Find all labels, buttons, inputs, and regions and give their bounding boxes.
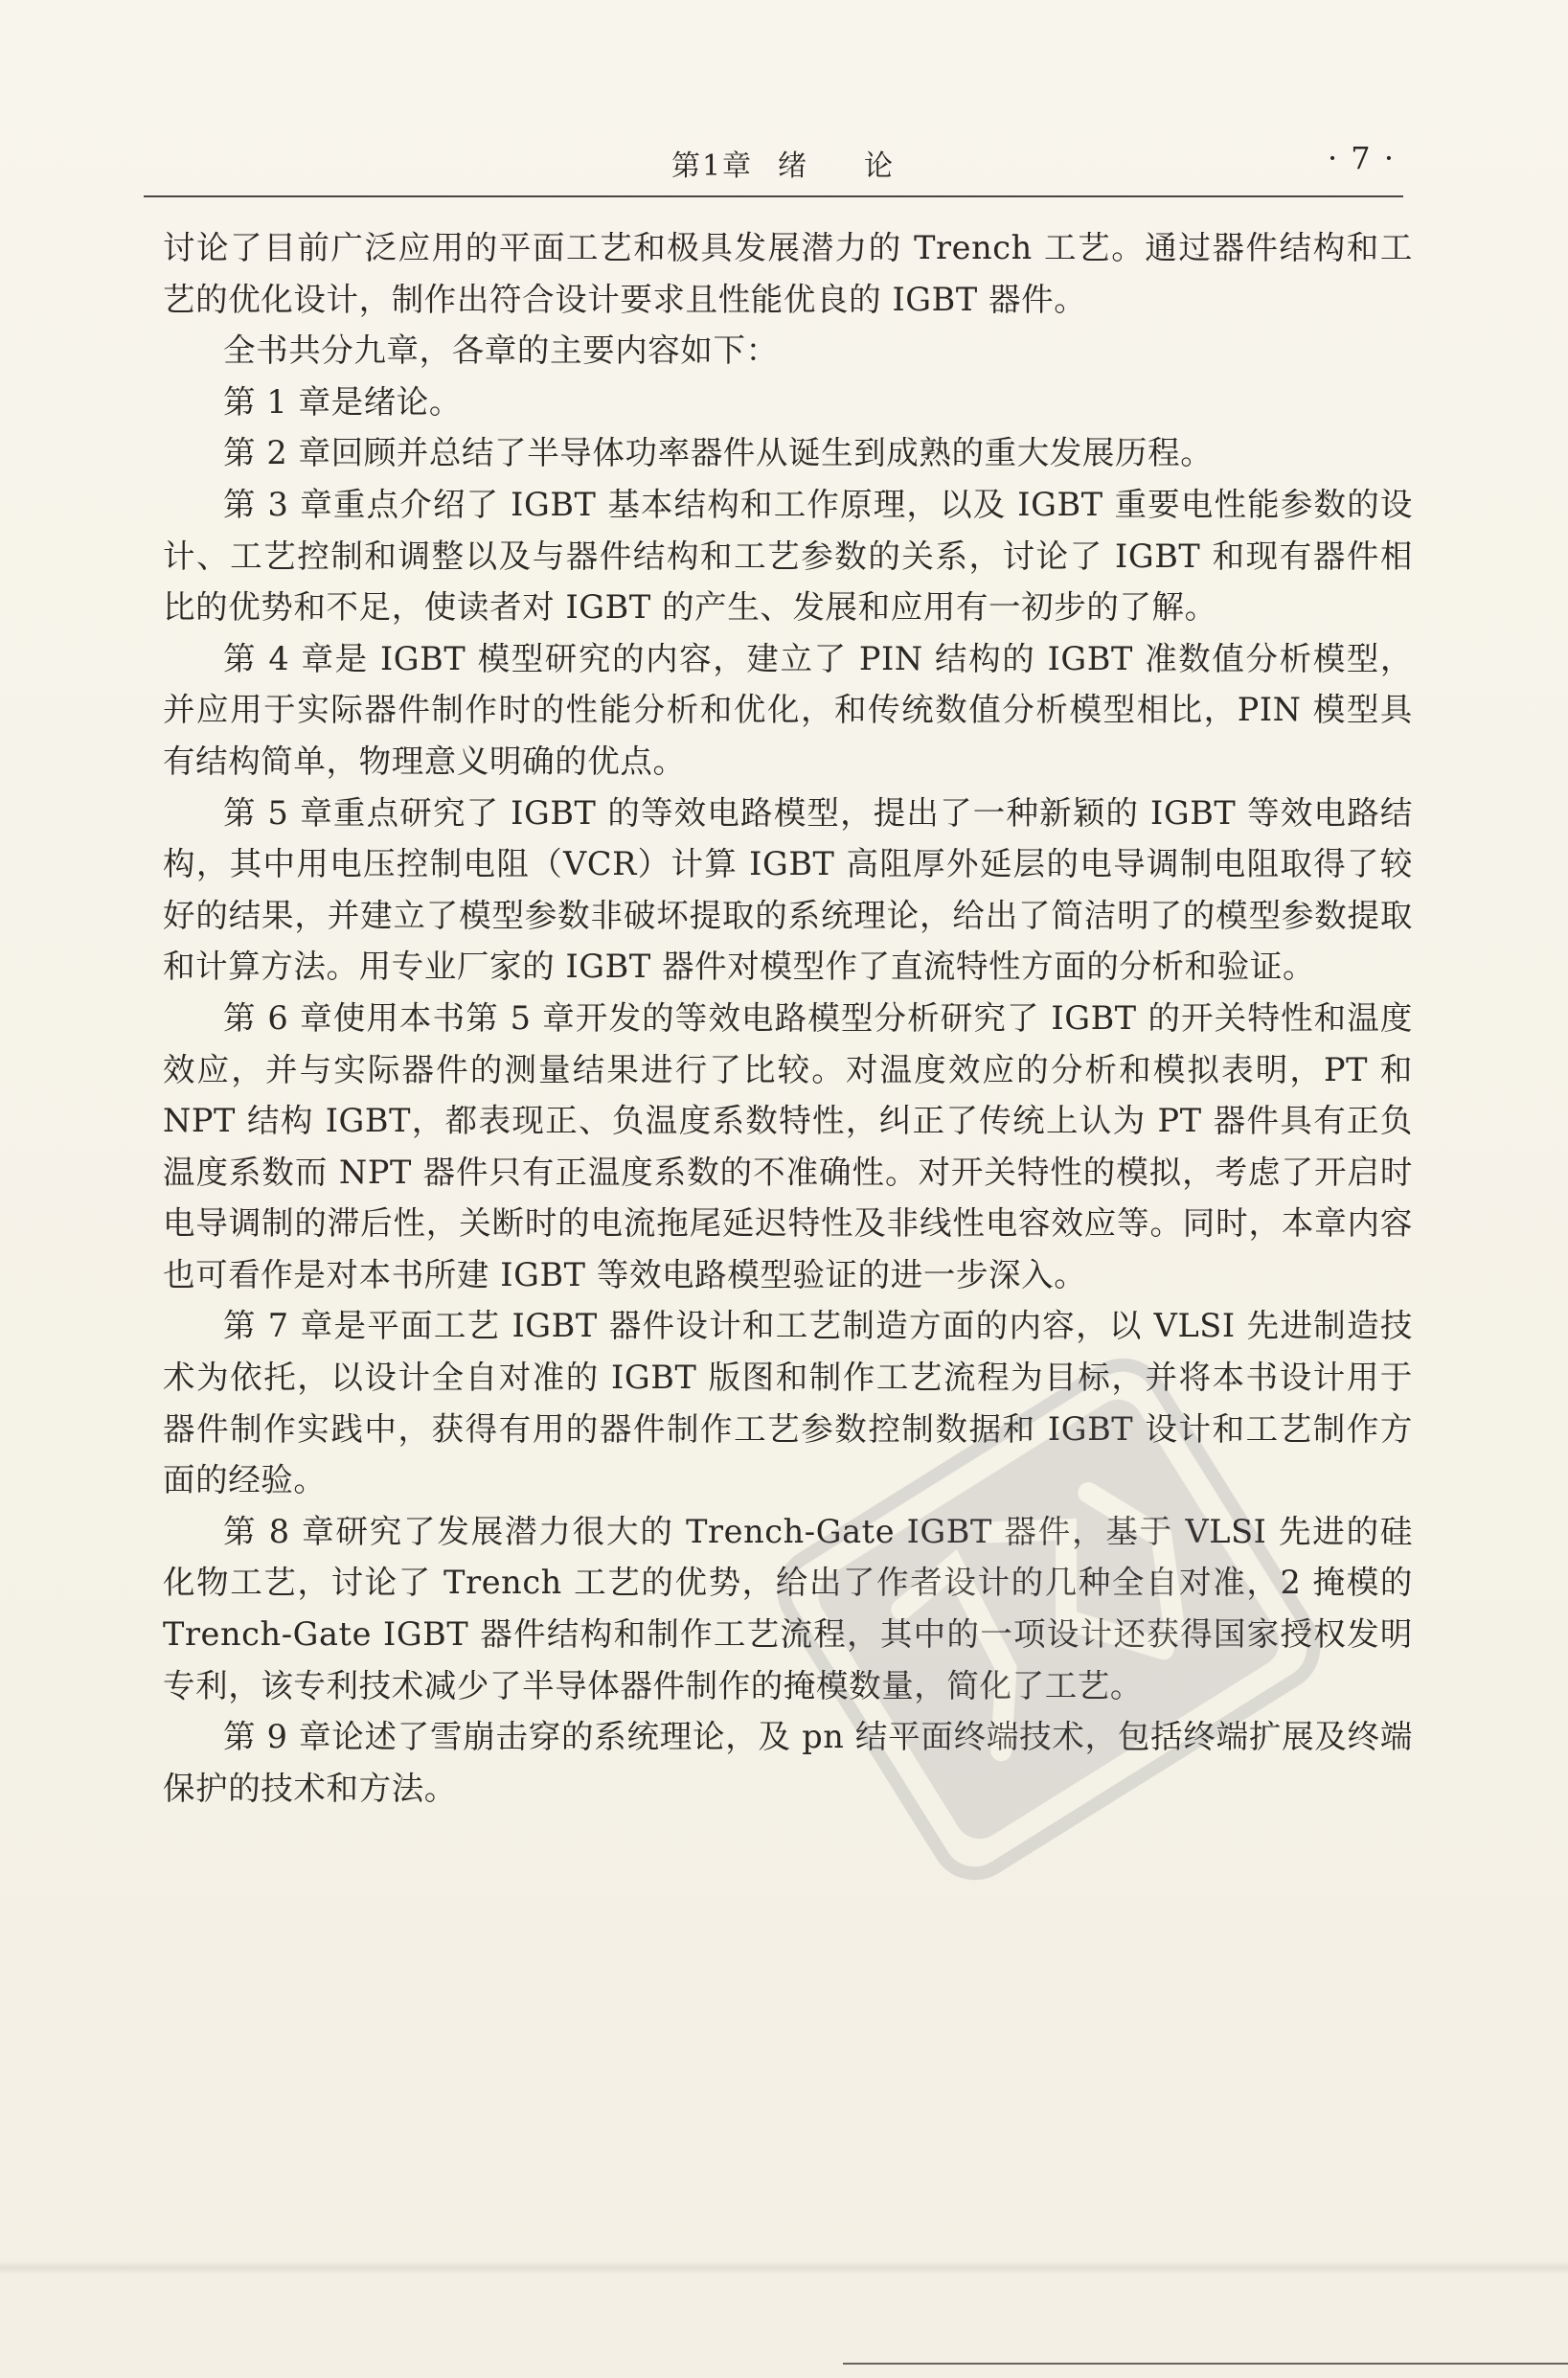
running-header <box>163 134 1403 192</box>
paragraph-overview: 全书共分九章，各章的主要内容如下： <box>223 332 779 370</box>
paragraph-chapter-8: 第 8 章研究了发展潜力很大的 Trench-Gate IGBT 器件，基于 VLSI 先进的硅化物工艺，讨论了 Trench 工艺的优势，给出了作者设计的几种全自对准，2 掩模的 Trench-Gate IGBT 器件结构和制作工艺流程，其中的一项设计还获得国家授权发明专利，该专利技术减少了半导体器件制作的掩模数量，简化了工艺。 <box>163 1512 1413 1704</box>
paragraph-chapter-5: 第 5 章重点研究了 IGBT 的等效电路模型，提出了一种新颖的 IGBT 等效电路结构，其中用电压控制电阻（VCR）计算 IGBT 高阻厚外延层的电导调制电阻取得了较好的结果，并建立了模型参数非破坏提取的系统理论，给出了简洁明了的模型参数提取和计算方法。用专业厂家的 IGBT 器件对模型作了直流特性方面的分析和验证。 <box>163 793 1413 986</box>
chapter-heading <box>163 142 1403 184</box>
chapter-title-char-1: 绪 <box>778 149 809 183</box>
paragraph-continued: 讨论了目前广泛应用的平面工艺和极具发展潜力的 Trench 工艺。通过器件结构和工艺的优化设计，制作出符合设计要求且性能优良的 IGBT 器件。 <box>163 229 1413 318</box>
paragraph-chapter-3: 第 3 章重点介绍了 IGBT 基本结构和工作原理，以及 IGBT 重要电性能参数的设计、工艺控制和调整以及与器件结构和工艺参数的关系，讨论了 IGBT 和现有器件相比的优势和不足，使读者对 IGBT 的产生、发展和应用有一初步的了解。 <box>163 485 1413 627</box>
header-rule <box>144 195 1403 197</box>
chapter-title-char-2: 论 <box>864 149 896 183</box>
scan-shadow-band <box>0 2261 1568 2275</box>
paragraph-chapter-6: 第 6 章使用本书第 5 章开发的等效电路模型分析研究了 IGBT 的开关特性和温度效应，并与实际器件的测量结果进行了比较。对温度效应的分析和模拟表明，PT 和 NPT 结构 IGBT，都表现正、负温度系数特性，纠正了传统上认为 PT 器件具有正负温度系数而 NPT 器件只有正温度系数的不准确性。对开关特性的模拟，考虑了开启时电导调制的滞后性，关断时的电流拖尾延迟特性及非线性电容效应等。同时，本章内容也可看作是对本书所建 IGBT 等效电路模型验证的进一步深入。 <box>163 998 1413 1293</box>
paragraph-chapter-2: 第 2 章回顾并总结了半导体功率器件从诞生到成熟的重大发展历程。 <box>223 434 1214 472</box>
page-number: · 7 · <box>1327 140 1396 176</box>
scan-edge-line <box>843 2363 1568 2365</box>
paragraph-chapter-9: 第 9 章论述了雪崩击穿的系统理论，及 pn 结平面终端技术，包括终端扩展及终端保护的技术和方法。 <box>163 1718 1413 1807</box>
paragraph-chapter-4: 第 4 章是 IGBT 模型研究的内容，建立了 PIN 结构的 IGBT 准数值分析模型，并应用于实际器件制作时的性能分析和优化，和传统数值分析模型相比，PIN 模型具有结构简单，物理意义明确的优点。 <box>163 639 1413 780</box>
body-text <box>163 222 1413 1814</box>
chapter-number: 第1章 <box>670 149 754 183</box>
paragraph-chapter-7: 第 7 章是平面工艺 IGBT 器件设计和工艺制造方面的内容，以 VLSI 先进制造技术为依托，以设计全自对准的 IGBT 版图和制作工艺流程为目标，并将本书设计用于器件制作实践中，获得有用的器件制作工艺参数控制数据和 IGBT 设计和工艺制作方面的经验。 <box>163 1307 1413 1499</box>
paragraph-chapter-1: 第 1 章是绪论。 <box>223 382 463 421</box>
